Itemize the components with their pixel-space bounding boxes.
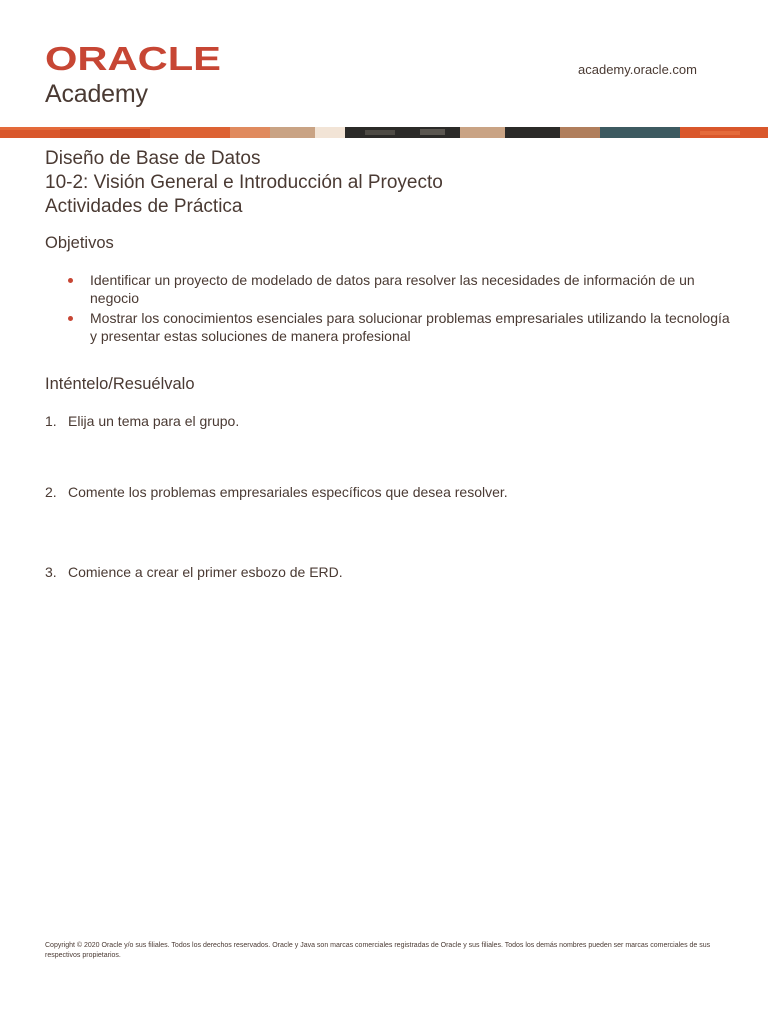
bullet-icon xyxy=(68,278,73,283)
objective-text: Identificar un proyecto de modelado de datos para resolver las necesidades de información de un negocio xyxy=(90,272,695,306)
copyright-footer: Copyright © 2020 Oracle y/o sus filiales. Todos los derechos reservados. Oracle y Java son marcas comerciales registradas de Oracle y sus filiales. Todos los demás nombres pueden ser marcas comerciales de sus respectivos propietarios. xyxy=(45,942,711,959)
objective-item xyxy=(90,271,740,307)
step-number: 3. xyxy=(45,564,57,580)
oracle-wordmark-text: ORACLE xyxy=(45,44,221,72)
document-title xyxy=(45,147,443,219)
site-url: academy.oracle.com xyxy=(578,62,697,77)
objectives-heading: Objetivos xyxy=(45,234,114,252)
oracle-wordmark xyxy=(45,44,221,72)
step-text: Comience a crear el primer esbozo de ERD. xyxy=(68,564,343,580)
objective-text: Mostrar los conocimientos esenciales para solucionar problemas empresariales utilizando la tecnología y presentar estas soluciones de manera profesional xyxy=(90,310,730,344)
step-number: 2. xyxy=(45,484,57,500)
step-item xyxy=(45,483,508,501)
bullet-icon xyxy=(68,316,73,321)
step-item xyxy=(45,412,239,430)
step-item xyxy=(45,563,343,581)
practice-heading: Inténtelo/Resuélvalo xyxy=(45,375,195,393)
oracle-academy-logo xyxy=(45,44,221,108)
step-number: 1. xyxy=(45,413,57,429)
decorative-banner xyxy=(0,127,768,138)
step-text: Comente los problemas empresariales específicos que desea resolver. xyxy=(68,484,508,500)
objective-item xyxy=(90,309,740,345)
step-text: Elija un tema para el grupo. xyxy=(68,413,240,429)
lesson-title: 10-2: Visión General e Introducción al Proyecto xyxy=(45,172,443,193)
course-title: Diseño de Base de Datos xyxy=(45,148,261,169)
objectives-list xyxy=(90,271,740,347)
activity-title: Actividades de Práctica xyxy=(45,196,243,217)
academy-label: Academy xyxy=(45,80,148,108)
